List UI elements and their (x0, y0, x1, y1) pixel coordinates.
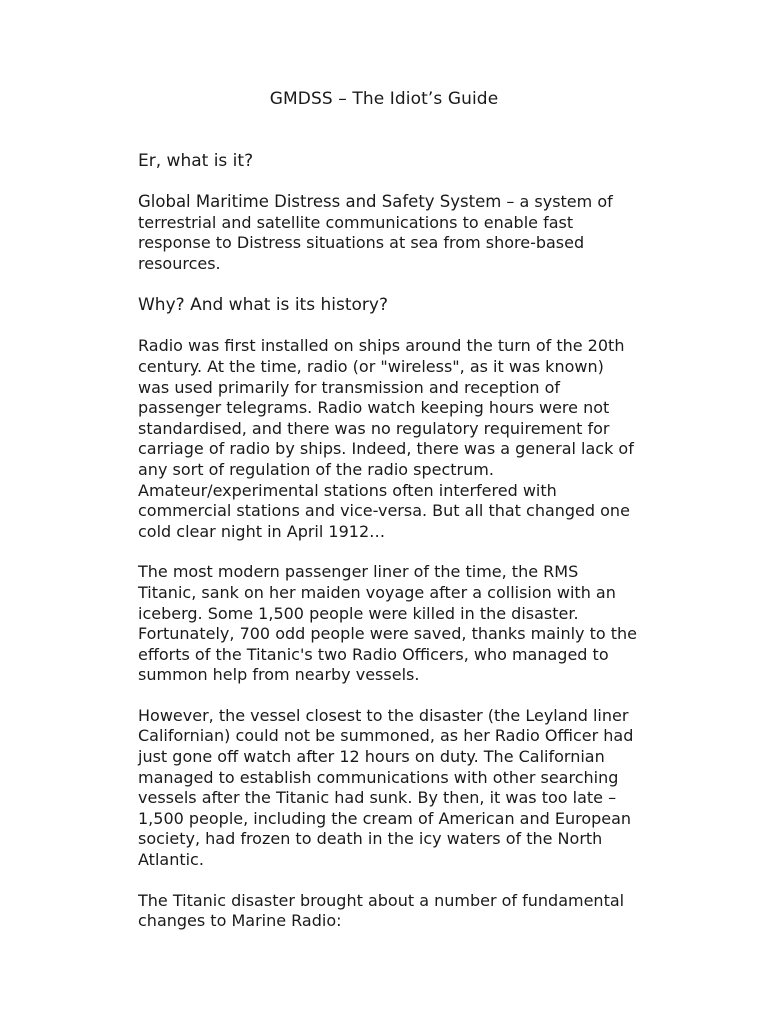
document-title: GMDSS – The Idiot’s Guide (269, 89, 499, 109)
history-paragraph-4: The Titanic disaster brought about a number of fundamental changes to Marine Radio: (138, 890, 625, 931)
definition-text: – a system of terrestrial and satellite communications to enable fast response to Distress situations at sea from shore-based resources. (138, 192, 613, 273)
document-body (138, 150, 638, 952)
definition-paragraph (138, 192, 638, 274)
history-paragraph-1: Radio was first installed on ships around the turn of the 20th century. At the time, radio (or "wireless", as it was known) was used primarily for transmission and reception of passenger telegrams. Radio watch keeping hours were not standardised, and there was no regulatory requirement for carriage of radio by ships. Indeed, there was a general lack of any sort of regulation of the radio spectrum. Amateur/experimental stations often interfered with commercial stations and vice-versa. But all that changed one cold clear night in April 1912… (138, 336, 634, 541)
history-paragraph-2: The most modern passenger liner of the time, the RMS Titanic, sank on her maiden voyage after a collision with an iceberg. Some 1,500 people were killed in the disaster. Fortunately, 700 odd people were saved, thanks mainly to the efforts of the Titanic's two Radio Officers, who managed to summon help from nearby vessels. (138, 562, 637, 685)
section-heading-what-is-it: Er, what is it? (138, 151, 254, 171)
history-paragraph-3: However, the vessel closest to the disaster (the Leyland liner Californian) could not be summoned, as her Radio Officer had just gone off watch after 12 hours on duty. The Californian managed to establish communications with other searching vessels after the Titanic had sunk. By then, it was too late – 1,500 people, including the cream of American and European society, had frozen to death in the icy waters of the North Atlantic. (138, 705, 634, 870)
definition-term: Global Maritime Distress and Safety System (138, 192, 502, 211)
section-heading-history: Why? And what is its history? (138, 295, 388, 316)
